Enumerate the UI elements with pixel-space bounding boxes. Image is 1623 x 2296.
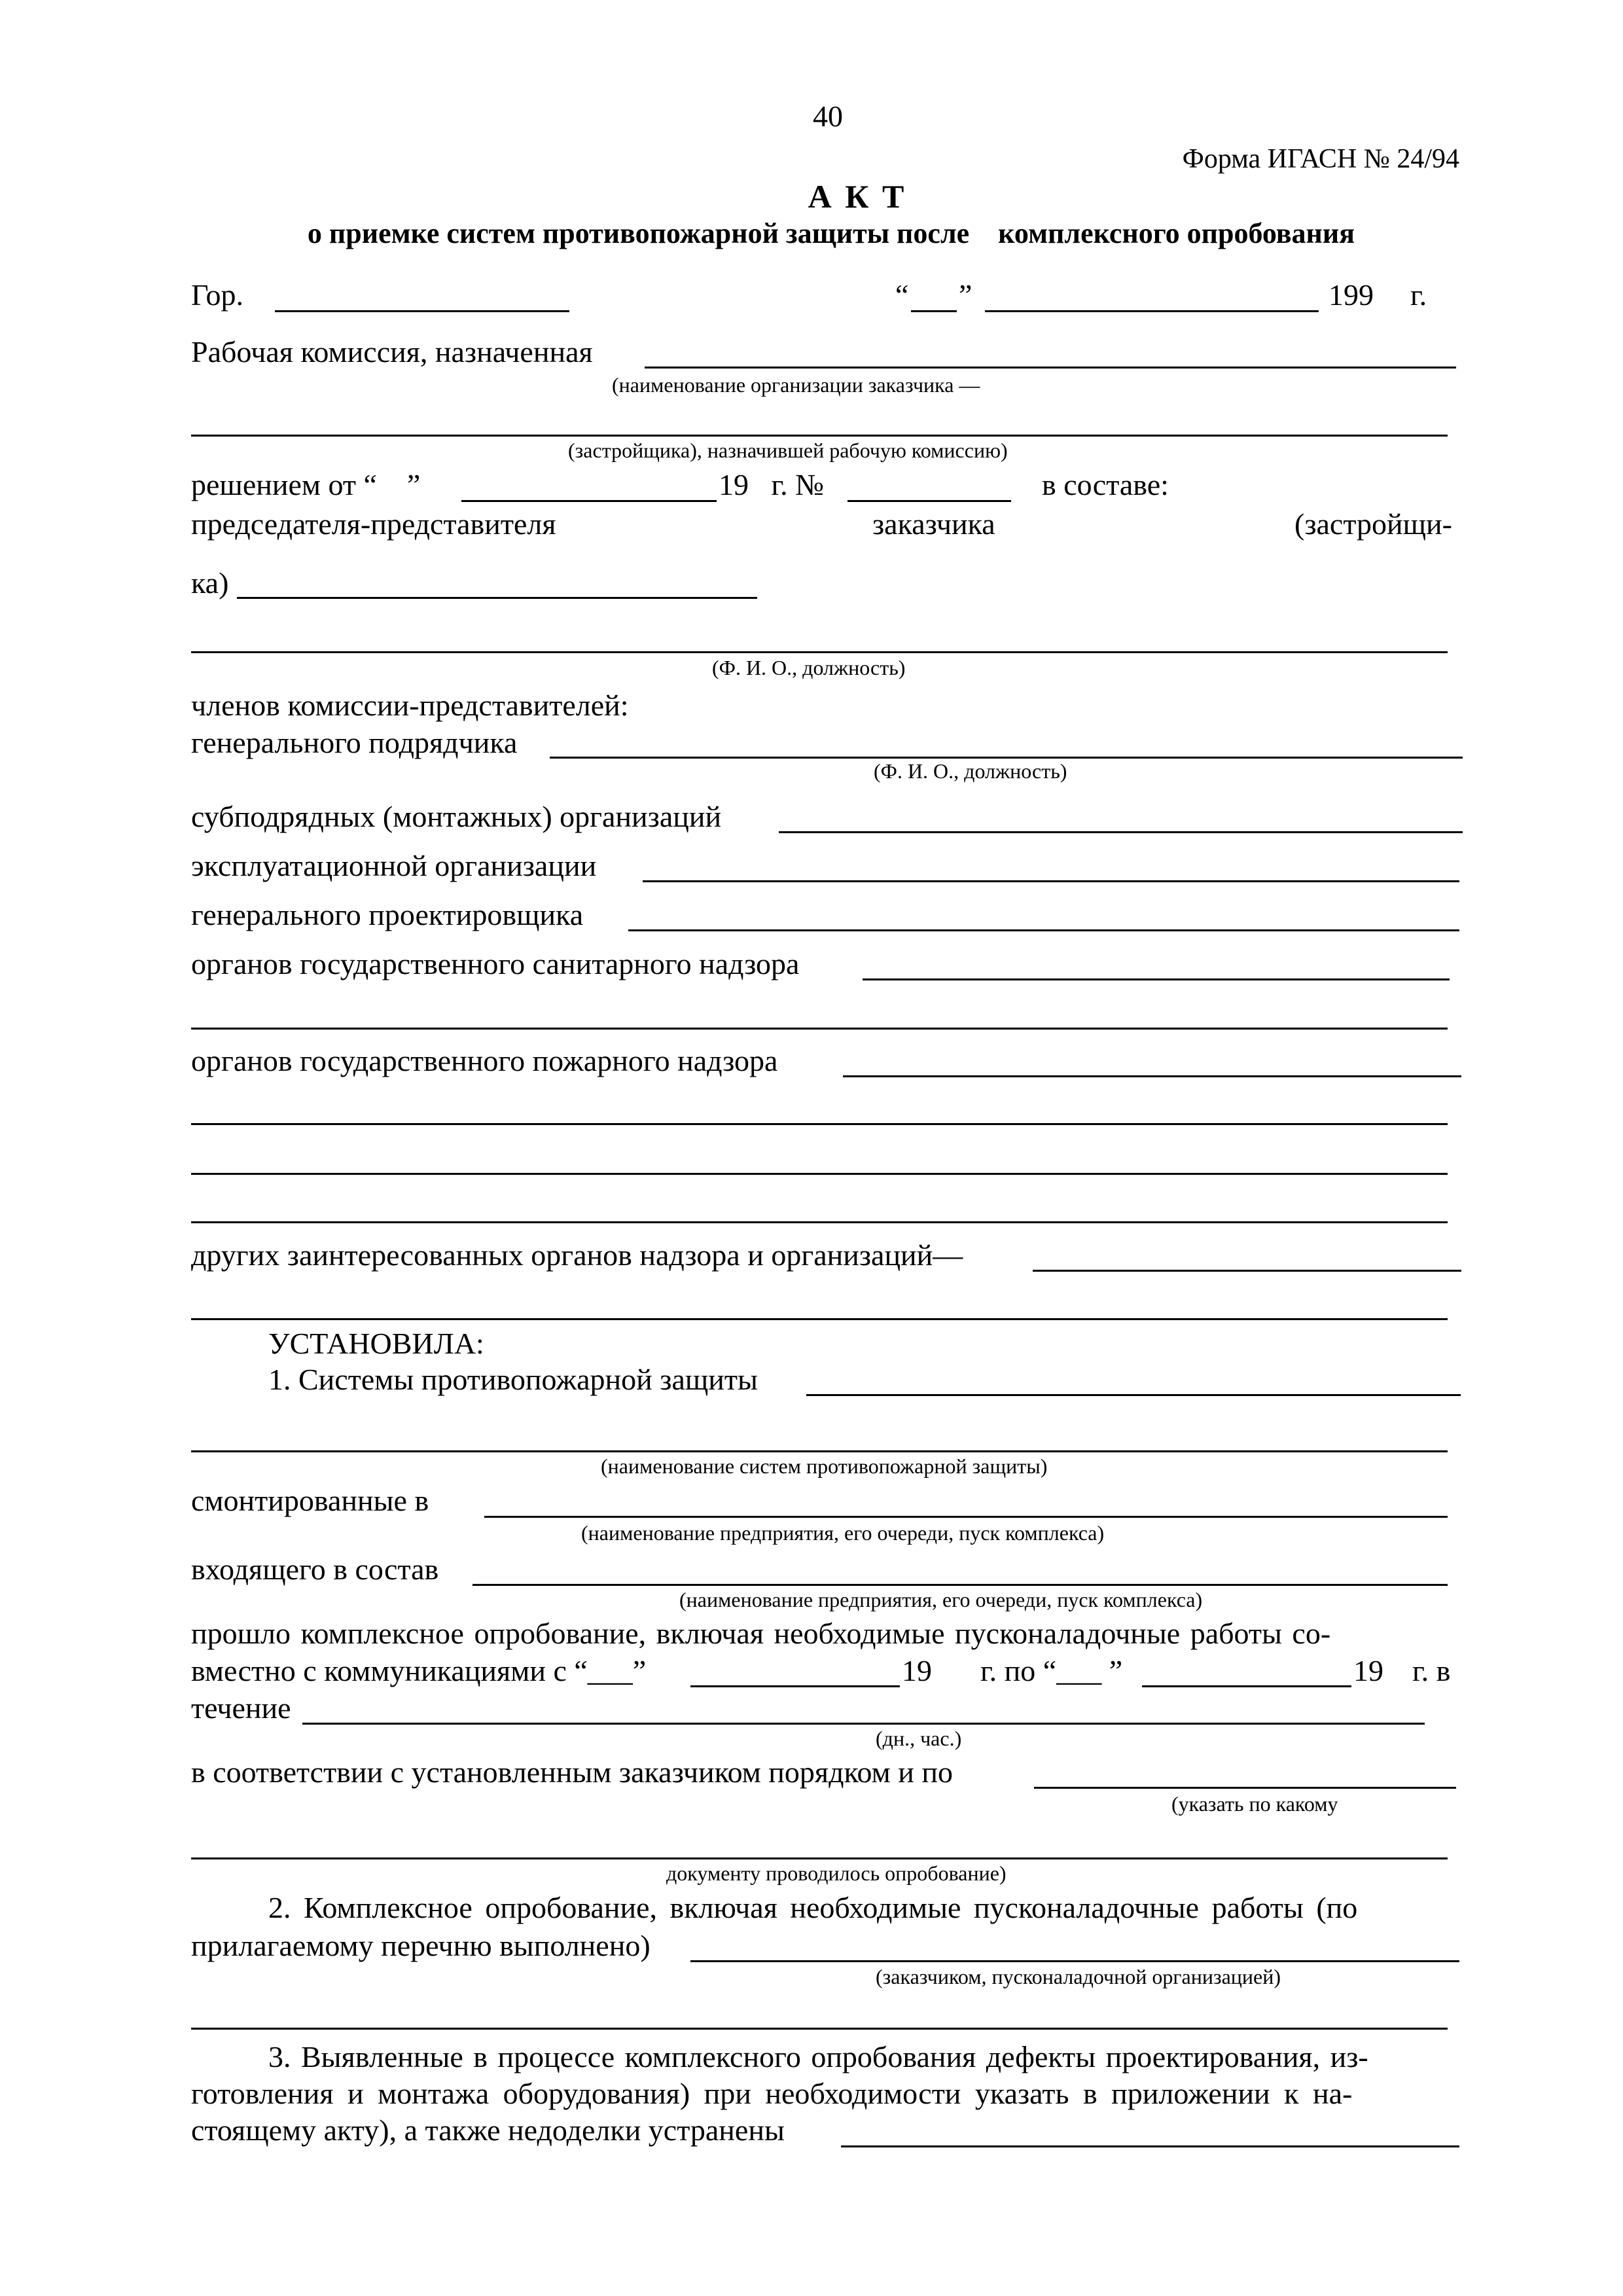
start-date-field[interactable] — [690, 1685, 900, 1687]
members-heading: членов комиссии-представителей: — [191, 689, 629, 722]
decision-date-field[interactable] — [461, 500, 717, 502]
item2-line-2: прилагаемому перечню выполнено) — [191, 1929, 651, 1962]
passed-line-2b: 19 — [902, 1654, 932, 1687]
passed-line-2a: вместно с коммуникациями с “___” — [191, 1654, 647, 1687]
sanitary-field[interactable] — [863, 978, 1450, 980]
item3-line-1: 3. Выявленные в процессе комплексного опробования дефекты проектирования, из- — [268, 2040, 1368, 2073]
hint-systems: (наименование систем противопожарной защиты) — [601, 1454, 1048, 1478]
day-field[interactable] — [911, 310, 957, 312]
hint-enterprise-2: (наименование предприятия, его очереди, пуск комплекса) — [679, 1588, 1203, 1611]
defects-field[interactable] — [841, 2145, 1459, 2147]
item3-line-2: готовления и монтажа оборудования) при необходимости указать в приложении к на- — [191, 2077, 1353, 2110]
systems-field[interactable] — [806, 1394, 1461, 1396]
mounted-in-label: смонтированные в — [191, 1484, 429, 1517]
item3-line-3: стоящему акту), а также недоделки устранены — [191, 2113, 785, 2147]
hint-enterprise-1: (наименование предприятия, его очереди, пуск комплекса) — [581, 1521, 1105, 1545]
commission-label: Рабочая комиссия, назначенная — [191, 335, 593, 368]
chair-cont: ка) — [191, 566, 229, 600]
fire-field[interactable] — [843, 1075, 1461, 1077]
others-label: других заинтересованных органов надзора и организаций— — [191, 1238, 963, 1272]
chair-word-2: заказчика — [872, 507, 995, 541]
hint-customer-org: (наименование организации заказчика — — [612, 373, 980, 397]
customer-org-field-cont[interactable] — [191, 435, 1448, 437]
established-heading: УСТАНОВИЛА: — [268, 1327, 484, 1360]
customer-org-field[interactable] — [645, 367, 1456, 368]
date-quote-close: ” — [959, 278, 972, 312]
according-label: в соответствии с установленным заказчиком порядком и по — [191, 1755, 953, 1789]
passed-line-2e: г. в — [1412, 1654, 1451, 1687]
decision-year-label: 19 г. № — [719, 468, 825, 501]
sanitary-label: органов государственного санитарного надзора — [191, 947, 800, 980]
part-of-label: входящего в состав — [191, 1552, 439, 1586]
performed-by-field[interactable] — [690, 1960, 1459, 1962]
year-prefix: 199 — [1329, 278, 1374, 312]
end-date-field[interactable] — [1142, 1685, 1351, 1687]
mounted-in-field[interactable] — [484, 1516, 1448, 1518]
general-designer-field[interactable] — [628, 929, 1459, 931]
procedure-field[interactable] — [1034, 1787, 1456, 1789]
others-field[interactable] — [1033, 1270, 1461, 1272]
fire-field-cont-3[interactable] — [191, 1221, 1448, 1223]
subcontractors-label: субподрядных (монтажных) организаций — [191, 800, 722, 833]
document-title: А К Т — [808, 178, 907, 215]
hint-builder: (застройщика), назначившей рабочую комиссию) — [568, 439, 1008, 462]
hint-chair-fio: (Ф. И. О., должность) — [712, 656, 906, 679]
subcontractors-field[interactable] — [779, 831, 1463, 833]
part-of-field[interactable] — [473, 1584, 1448, 1586]
hint-doc-1: (указать по какому — [1171, 1792, 1338, 1816]
page-number: 40 — [813, 99, 843, 133]
fire-field-cont-2[interactable] — [191, 1173, 1448, 1175]
hint-days: (дн., час.) — [876, 1727, 962, 1750]
decision-number-field[interactable] — [847, 500, 1011, 502]
year-suffix: г. — [1410, 278, 1427, 312]
others-field-cont[interactable] — [191, 1318, 1448, 1320]
procedure-field-cont[interactable] — [191, 1857, 1448, 1859]
decision-label: решением от “ ” — [191, 468, 421, 501]
hint-contractor-fio: (Ф. И. О., должность) — [874, 759, 1067, 783]
general-contractor-label: генерального подрядчика — [191, 726, 518, 759]
operating-org-field[interactable] — [643, 880, 1459, 882]
hint-doc-2: документу проводилось опробование) — [666, 1861, 1007, 1885]
operating-org-label: эксплуатационной организации — [191, 849, 597, 882]
item1-label: 1. Системы противопожарной защиты — [268, 1363, 758, 1396]
fire-label: органов государственного пожарного надзора — [191, 1044, 778, 1077]
general-contractor-field[interactable] — [550, 757, 1463, 759]
form-code: Форма ИГАСН № 24/94 — [1182, 144, 1459, 174]
performed-by-field-cont[interactable] — [191, 2028, 1448, 2030]
hint-who: (заказчиком, пусконаладочной организацией) — [876, 1965, 1281, 1988]
document-subtitle: о приемке систем противопожарной защиты после комплексного опробования — [307, 217, 1355, 249]
fire-field-cont-1[interactable] — [191, 1123, 1448, 1125]
city-field[interactable] — [275, 310, 569, 312]
chair-field-cont[interactable] — [191, 651, 1448, 653]
chair-word-3: (застройщи- — [1294, 507, 1452, 541]
duration-field[interactable] — [302, 1723, 1425, 1725]
city-label: Гор. — [191, 278, 244, 312]
passed-line-2d: 19 — [1353, 1654, 1383, 1687]
passed-line-1: прошло комплексное опробование, включая необходимые пусконаладочные работы со- — [191, 1617, 1331, 1650]
date-quote-open: “ — [895, 278, 909, 312]
systems-field-cont[interactable] — [191, 1450, 1448, 1452]
chair-word-1: председателя-представителя — [191, 507, 556, 541]
passed-line-2c: г. по “___ ” — [980, 1654, 1123, 1687]
sanitary-field-cont[interactable] — [191, 1028, 1448, 1030]
composition-label: в составе: — [1042, 468, 1169, 501]
item2-line-1: 2. Комплексное опробование, включая необходимые пусконаладочные работы (по — [268, 1891, 1358, 1924]
chair-field[interactable] — [237, 597, 757, 599]
general-designer-label: генерального проектировщика — [191, 898, 584, 931]
during-label: течение — [191, 1691, 291, 1725]
month-field[interactable] — [985, 310, 1319, 312]
